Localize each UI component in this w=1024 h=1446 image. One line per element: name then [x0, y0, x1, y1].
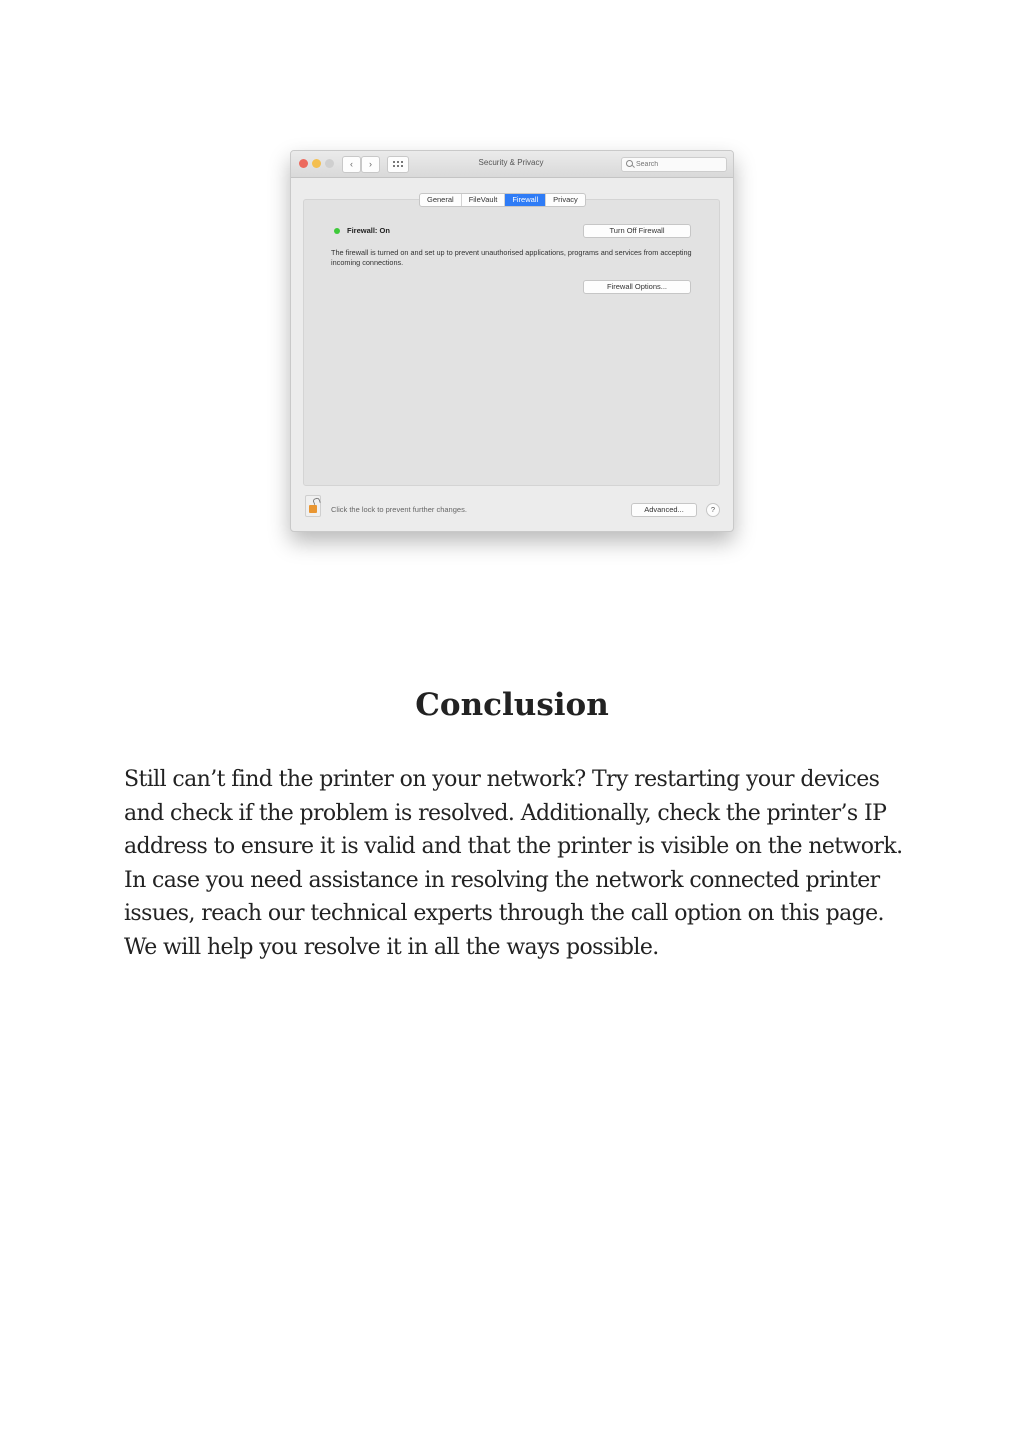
- forward-button[interactable]: ›: [361, 156, 380, 173]
- search-input[interactable]: [636, 159, 722, 169]
- show-all-grid-icon[interactable]: [387, 156, 409, 173]
- firewall-status-dot-icon: [334, 228, 340, 234]
- window-title: Security & Privacy: [478, 158, 544, 167]
- tab-filevault[interactable]: FileVault: [462, 194, 506, 206]
- tab-firewall[interactable]: Firewall: [505, 194, 546, 206]
- lock-hint-text: Click the lock to prevent further changes.: [331, 505, 467, 514]
- conclusion-paragraph: Still can’t find the printer on your network? Try restarting your devices and check if the problem is resolved. Additionally, check the printer’s IP address to ensure it is valid and that the printer is visible on the network. In case you need assistance in resolving the network connected printer issues, reach our technical experts through the call option on this page. We will help you resolve it in all the ways possible.: [124, 767, 903, 960]
- search-icon: [626, 160, 633, 167]
- lock-icon[interactable]: [305, 495, 321, 517]
- preference-tabs: [419, 193, 586, 207]
- firewall-status: Firewall: On: [347, 226, 390, 235]
- maximize-window-icon[interactable]: [325, 159, 334, 168]
- back-button[interactable]: ‹: [342, 156, 361, 173]
- search-box[interactable]: [621, 157, 727, 172]
- firewall-panel: [303, 199, 720, 486]
- firewall-description: The firewall is turned on and set up to prevent unauthorised applications, programs and services from accepting incoming connections.: [331, 248, 692, 267]
- turn-off-firewall-button[interactable]: Turn Off Firewall: [583, 224, 691, 238]
- title-bar: [291, 151, 733, 178]
- tab-general[interactable]: General: [420, 194, 462, 206]
- tab-privacy[interactable]: Privacy: [553, 195, 578, 204]
- help-icon[interactable]: ?: [706, 503, 720, 517]
- close-window-icon[interactable]: [299, 159, 308, 168]
- security-privacy-screenshot: [290, 150, 734, 532]
- section-heading: Conclusion: [415, 687, 609, 723]
- firewall-options-button[interactable]: Firewall Options...: [583, 280, 691, 294]
- minimize-window-icon[interactable]: [312, 159, 321, 168]
- advanced-button[interactable]: Advanced...: [631, 503, 697, 517]
- window-footer: [291, 491, 733, 531]
